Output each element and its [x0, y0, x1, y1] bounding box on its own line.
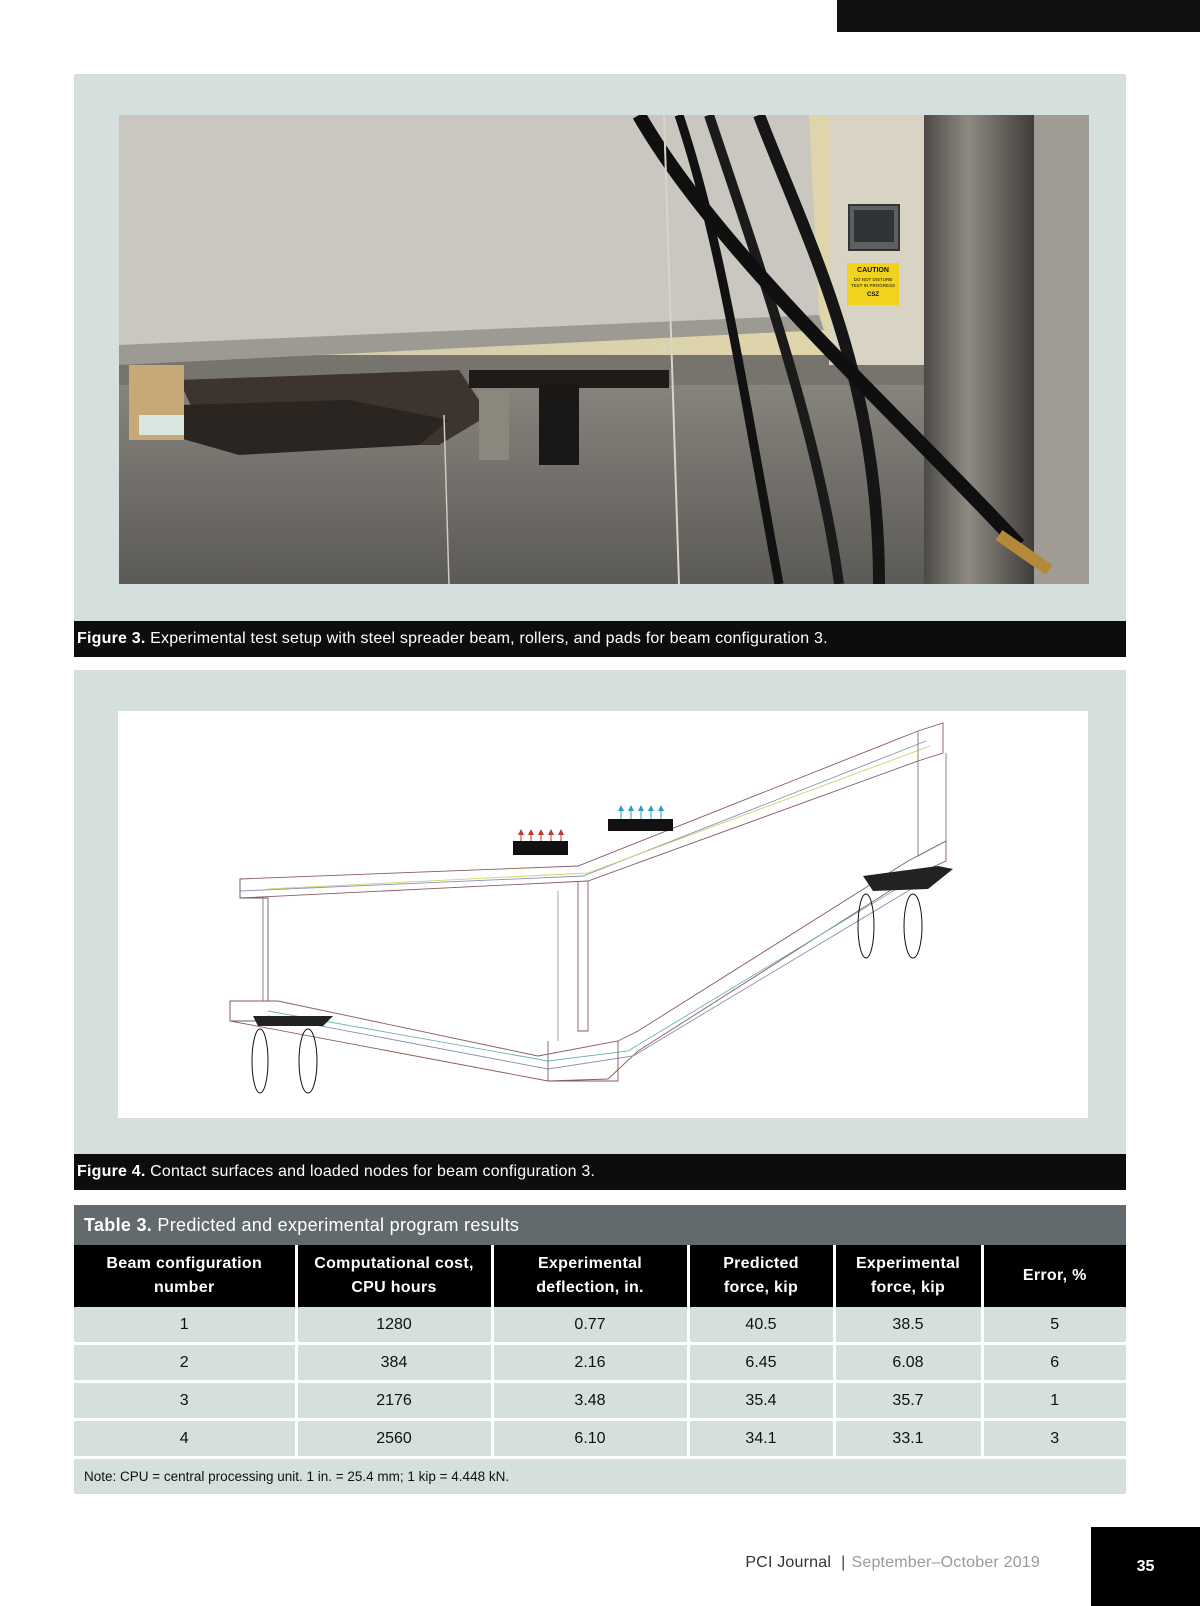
figure-3-panel: [74, 74, 1126, 621]
figure-3-caption: [74, 621, 1126, 657]
cell-deflection: 6.10: [492, 1420, 688, 1458]
cell-predicted-force: 34.1: [688, 1420, 834, 1458]
cell-experimental-force: 6.08: [834, 1344, 982, 1382]
table-row: [74, 1344, 1126, 1382]
table-row: [74, 1382, 1126, 1420]
cell-predicted-force: 40.5: [688, 1307, 834, 1344]
figure-3-photo: [119, 115, 1089, 584]
cell-cpu-hours: 384: [296, 1344, 492, 1382]
figure-3-label: Figure 3.: [77, 630, 146, 647]
cell-config: 1: [74, 1307, 296, 1344]
journal-name: PCI Journal: [745, 1554, 832, 1571]
figure-3-caption-text: Experimental test setup with steel spreader beam, rollers, and pads for beam configuration 3.: [150, 630, 828, 647]
figure-4-caption: [74, 1154, 1126, 1190]
footer-journal-info: [745, 1554, 1040, 1572]
table-3-title-text: Predicted and experimental program results: [157, 1215, 520, 1235]
cell-config: 2: [74, 1344, 296, 1382]
results-table: [74, 1245, 1126, 1459]
page-number: 35: [1091, 1527, 1200, 1606]
cell-cpu-hours: 1280: [296, 1307, 492, 1344]
cell-error: 3: [982, 1420, 1126, 1458]
cell-experimental-force: 38.5: [834, 1307, 982, 1344]
cell-config: 4: [74, 1420, 296, 1458]
cell-error: 6: [982, 1344, 1126, 1382]
cell-config: 3: [74, 1382, 296, 1420]
cell-predicted-force: 35.4: [688, 1382, 834, 1420]
table-3-title: [74, 1205, 1126, 1245]
issue-date: September–October 2019: [851, 1554, 1040, 1571]
caution-sign-brand: CSZ: [867, 292, 879, 298]
cell-error: 5: [982, 1307, 1126, 1344]
table-row: [74, 1307, 1126, 1344]
figure-4-panel: [74, 670, 1126, 1154]
table-3-label: Table 3.: [84, 1215, 153, 1235]
cell-deflection: 3.48: [492, 1382, 688, 1420]
figure-4-label: Figure 4.: [77, 1163, 146, 1180]
cell-predicted-force: 6.45: [688, 1344, 834, 1382]
table-row: [74, 1420, 1126, 1458]
table-header-row: [74, 1245, 1126, 1307]
figure-4-drawing: [118, 711, 1088, 1118]
cell-deflection: 2.16: [492, 1344, 688, 1382]
caution-sign-title: CAUTION: [857, 267, 889, 274]
header-beam-configuration: Beam configuration number: [74, 1245, 296, 1307]
caution-sign-line-1: DO NOT DISTURB: [853, 277, 893, 282]
header-computational-cost: Computational cost, CPU hours: [296, 1245, 492, 1307]
cell-experimental-force: 33.1: [834, 1420, 982, 1458]
table-3: [74, 1205, 1126, 1494]
figure-4-caption-text: Contact surfaces and loaded nodes for beam configuration 3.: [150, 1163, 596, 1180]
cell-experimental-force: 35.7: [834, 1382, 982, 1420]
header-predicted-force: Predicted force, kip: [688, 1245, 834, 1307]
header-experimental-force: Experimental force, kip: [834, 1245, 982, 1307]
cell-deflection: 0.77: [492, 1307, 688, 1344]
cell-cpu-hours: 2560: [296, 1420, 492, 1458]
header-bar: [837, 0, 1200, 32]
header-error: Error, %: [982, 1245, 1126, 1307]
cell-cpu-hours: 2176: [296, 1382, 492, 1420]
header-experimental-deflection: Experimental deflection, in.: [492, 1245, 688, 1307]
caution-sign-line-2: TEST IN PROGRESS: [851, 283, 895, 288]
table-3-note: Note: CPU = central processing unit. 1 in. = 25.4 mm; 1 kip = 4.448 kN.: [74, 1459, 1126, 1494]
cell-error: 1: [982, 1382, 1126, 1420]
footer-separator: |: [841, 1554, 846, 1571]
